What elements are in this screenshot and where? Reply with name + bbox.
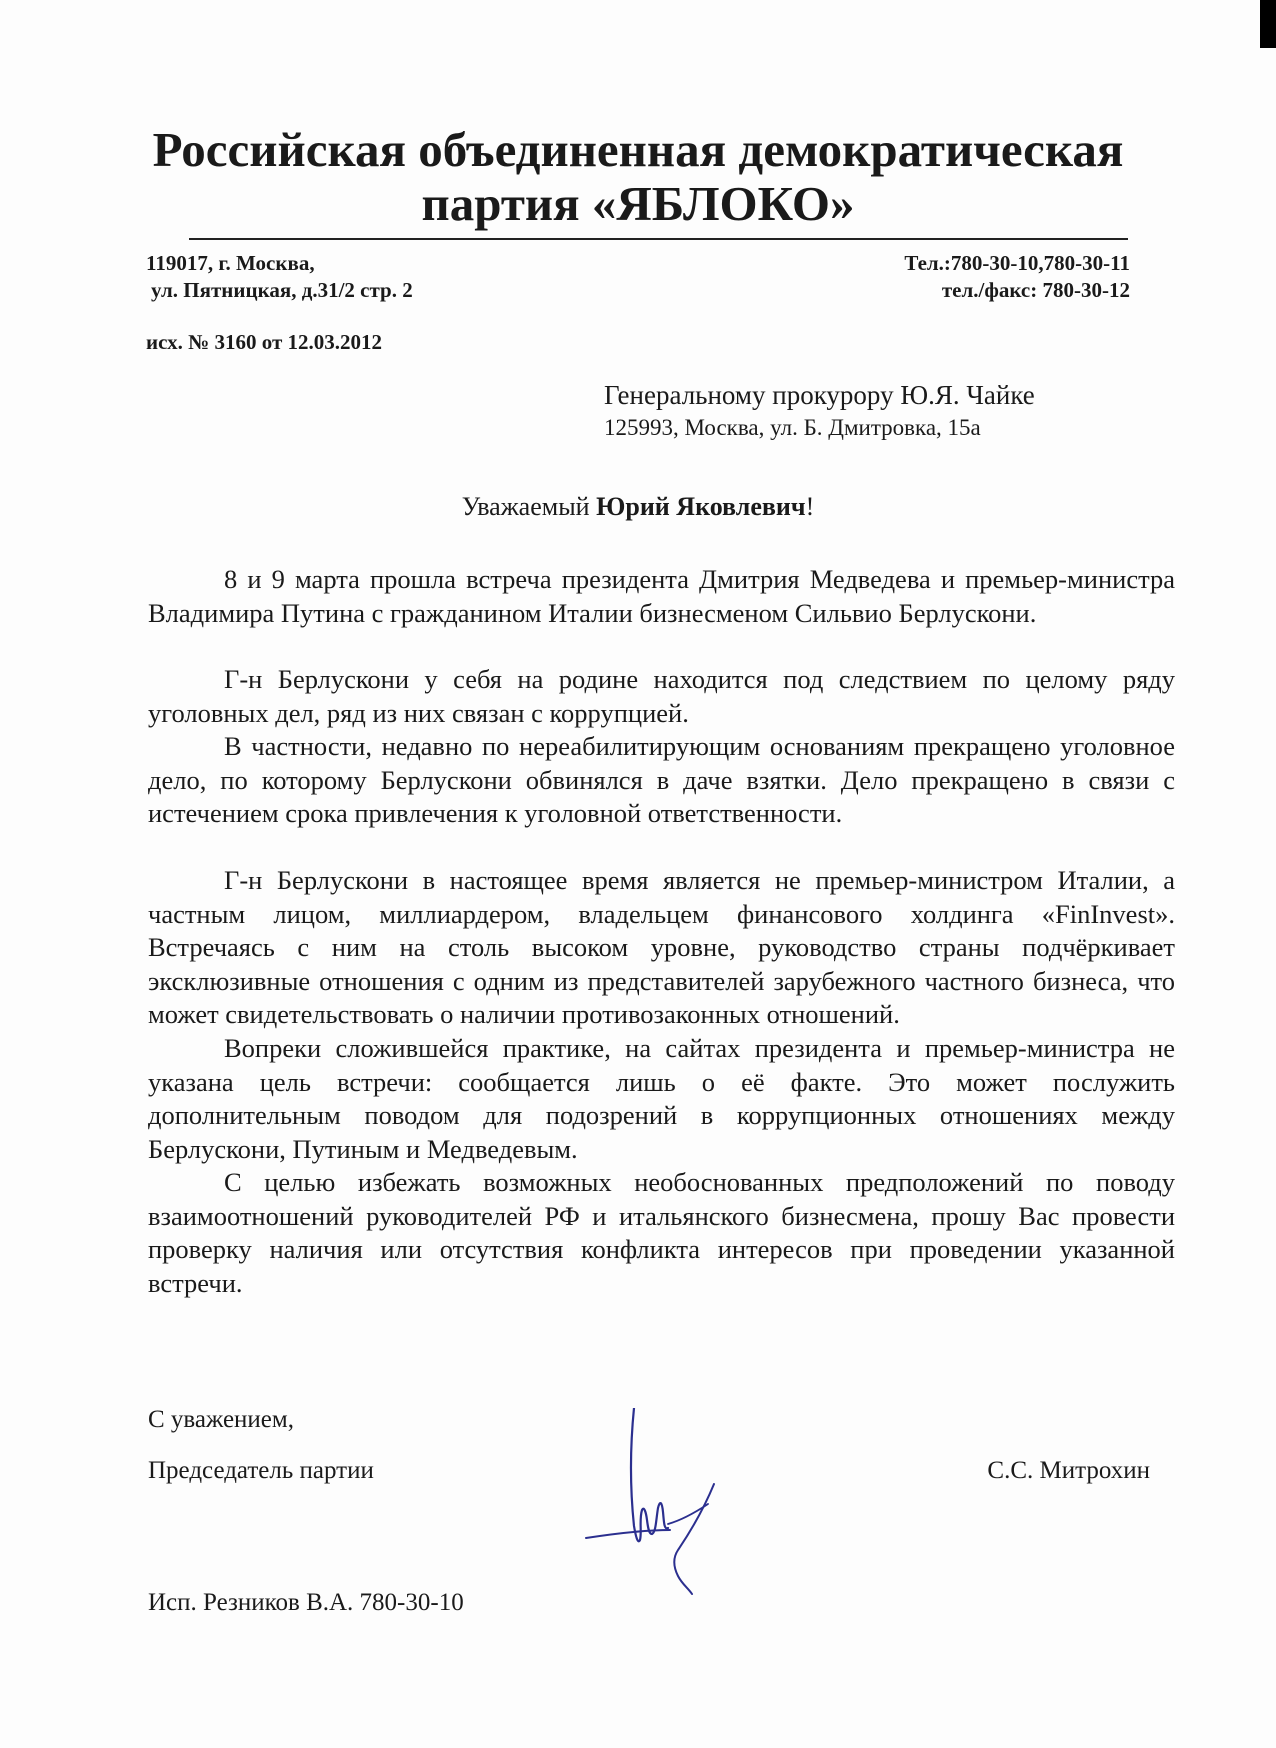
org-name-line2: партия «ЯБЛОКО» [421,176,855,231]
body-paragraph: 8 и 9 марта прошла встреча президента Дмитрия Медведева и премьер-министра Владимира Путина с гражданином Италии бизнесменом Сильвио Берлускони. [148,564,1175,628]
closing-regards: С уважением, [148,1406,294,1433]
letterhead-divider [189,238,1128,240]
body-paragraph: В частности, недавно по нереабилитирующим основаниям прекращено уголовное дело, по которому Берлускони обвинялся в даче взятки. Дело прекращено в связи с истечением срока привлечения к уголовной ответственности. [148,731,1175,828]
signer-position: Председатель партии [148,1457,374,1484]
body-paragraph: Г-н Берлускони в настоящее время является не премьер-министром Италии, а частным лицом, миллиардером, владельцем финансового холдинга «FinInvest». Встречаясь с ним на столь высоком уровне, руководство страны подчёркивает эксклюзивные отношения с одним из представителей зарубежного частного бизнеса, что может свидетельствовать о наличии противозаконных отношений. [148,865,1175,1029]
outgoing-reference: исх. № 3160 от 12.03.2012 [146,330,383,354]
body-paragraph: Г-н Берлускони у себя на родине находится под следствием по целому ряду уголовных дел, ряд из них связан с коррупцией. [148,664,1175,728]
salutation [0,490,1276,524]
addressee-line1: Генеральному прокурору Ю.Я. Чайке [604,380,1035,410]
salutation-prefix: Уважаемый [461,492,597,521]
address-line2: ул. Пятницкая, д.31/2 стр. 2 [151,278,413,302]
salutation-suffix: ! [805,492,815,521]
body-paragraph: Вопреки сложившейся практике, на сайтах президента и премьер-министра не указана цель встречи: сообщается лишь о её факте. Это может послужить дополнительным поводом для подозрений в коррупционных отношениях между Берлускони, Путиным и Медведевым. [148,1033,1175,1164]
phone-line1: Тел.:780-30-10,780-30-11 [904,251,1130,275]
body-paragraph: С целью избежать возможных необоснованных предположений по поводу взаимоотношений руководителей РФ и итальянского бизнесмена, прошу Вас провести проверку наличия или отсутствия конфликта интересов при проведении указанной встречи. [148,1167,1175,1298]
salutation-name: Юрий Яковлевич [596,492,806,521]
addressee-line2: 125993, Москва, ул. Б. Дмитровка, 15а [604,415,981,440]
signer-name: С.С. Митрохин [987,1457,1150,1484]
scan-edge-mark [1260,0,1276,48]
handwritten-signature [582,1408,732,1608]
phone-line2: тел./факс: 780-30-12 [941,278,1130,302]
address-line1: 119017, г. Москва, [146,251,315,275]
executor-line: Исп. Резников В.А. 780-30-10 [148,1589,464,1616]
org-name-line1: Российская объединенная демократическая [152,122,1124,177]
